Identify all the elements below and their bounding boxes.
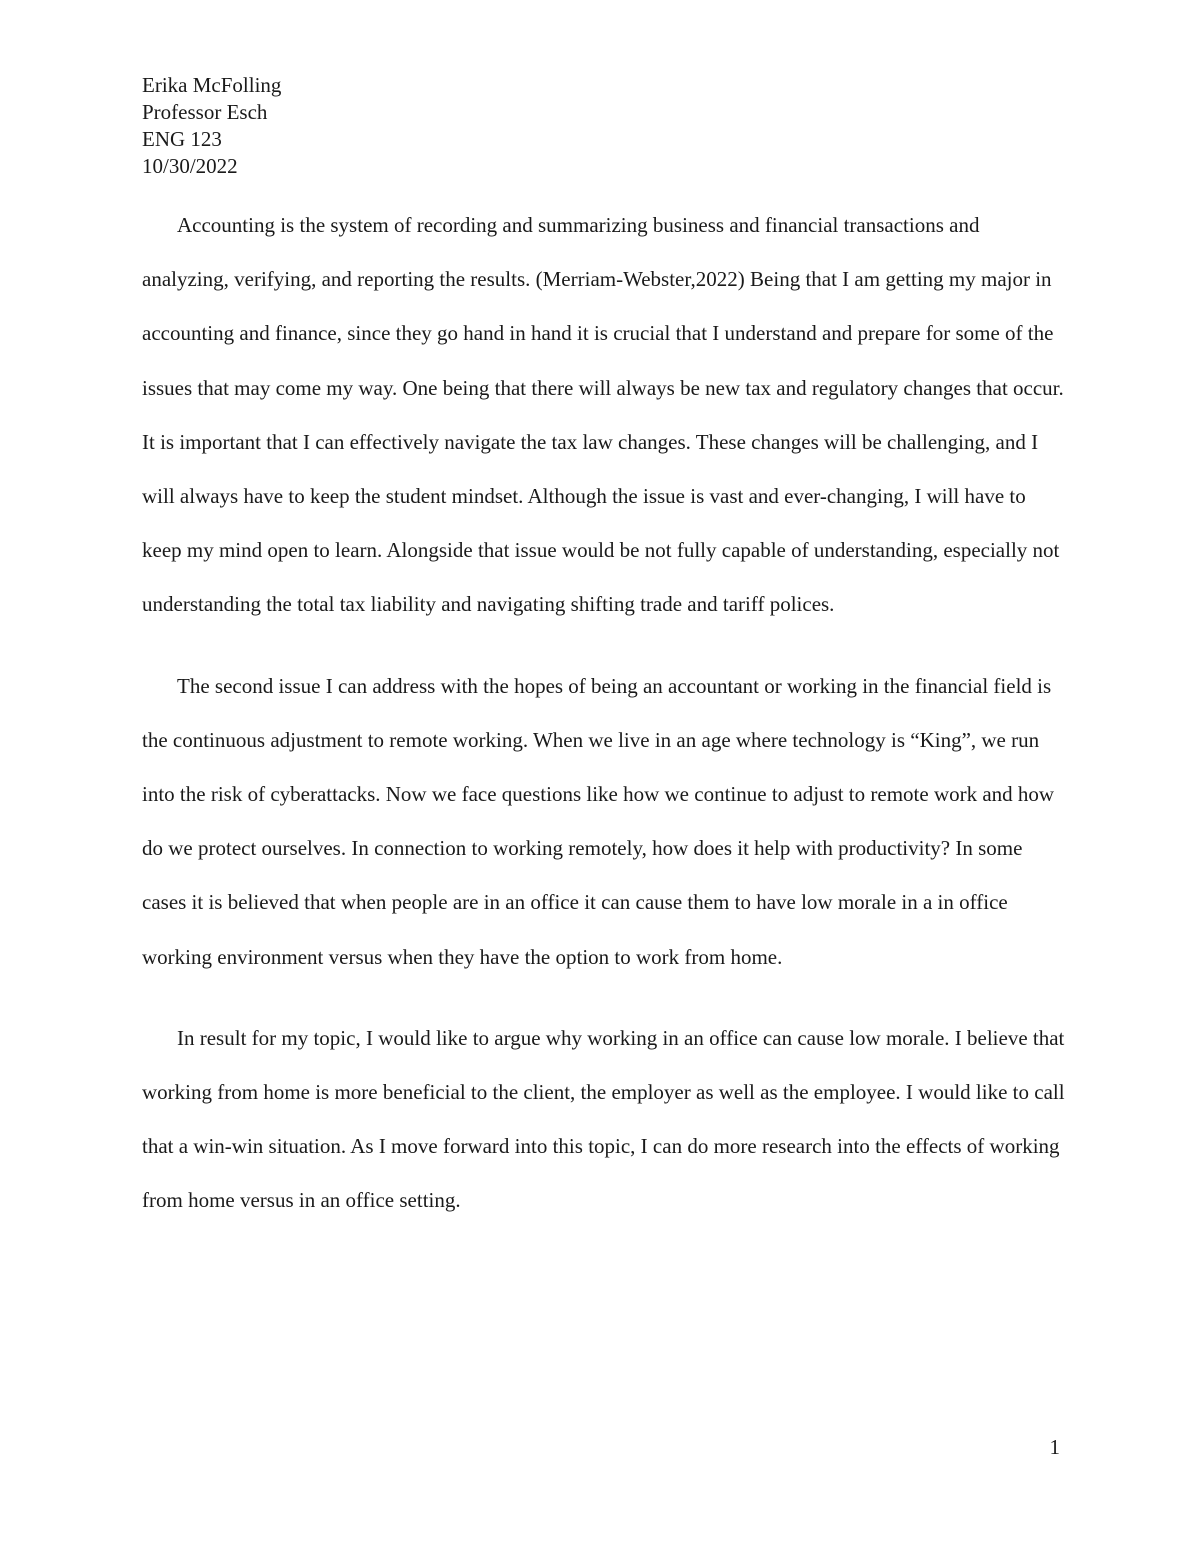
instructor-name: Professor Esch xyxy=(142,100,268,124)
paragraph-1: Accounting is the system of recording and summarizing business and financial transactions and analyzing, verifying, and reporting the results. (Merriam-Webster,2022) Being that I am getting my major in accounting and finance, since they go hand in hand it is crucial that I understand and prepare for some of the issues that may come my way. One being that there will always be new tax and regulatory changes that occur. It is important that I can effectively navigate the tax law changes. These changes will be challenging, and I will always have to keep the student mindset. Although the issue is vast and ever-changing, I will have to keep my mind open to learn. Alongside that issue would be not fully capable of understanding, especially not understanding the total tax liability and navigating shifting trade and tariff polices. xyxy=(142,213,1064,617)
heading-block xyxy=(142,72,281,180)
page-number: 1 xyxy=(1049,1435,1060,1459)
course-name: ENG 123 xyxy=(142,127,222,151)
paragraph-3: In result for my topic, I would like to argue why working in an office can cause low morale. I believe that working from home is more beneficial to the client, the employer as well as the employee. I would like to call that a win-win situation. As I move forward into this topic, I can do more research into the effects of working from home versus in an office setting. xyxy=(142,1025,1065,1213)
assignment-date: 10/30/2022 xyxy=(142,154,238,178)
author-name: Erika McFolling xyxy=(142,73,282,97)
essay-body xyxy=(142,198,1067,1228)
paragraph-2: The second issue I can address with the hopes of being an accountant or working in the financial field is the continuous adjustment to remote working. When we live in an age where technology is “King”, we run into the risk of cyberattacks. Now we face questions like how we continue to adjust to remote work and how do we protect ourselves. In connection to working remotely, how does it help with productivity? In some cases it is believed that when people are in an office it can cause them to have low morale in a in office working environment versus when they have the option to work from home. xyxy=(142,673,1055,969)
